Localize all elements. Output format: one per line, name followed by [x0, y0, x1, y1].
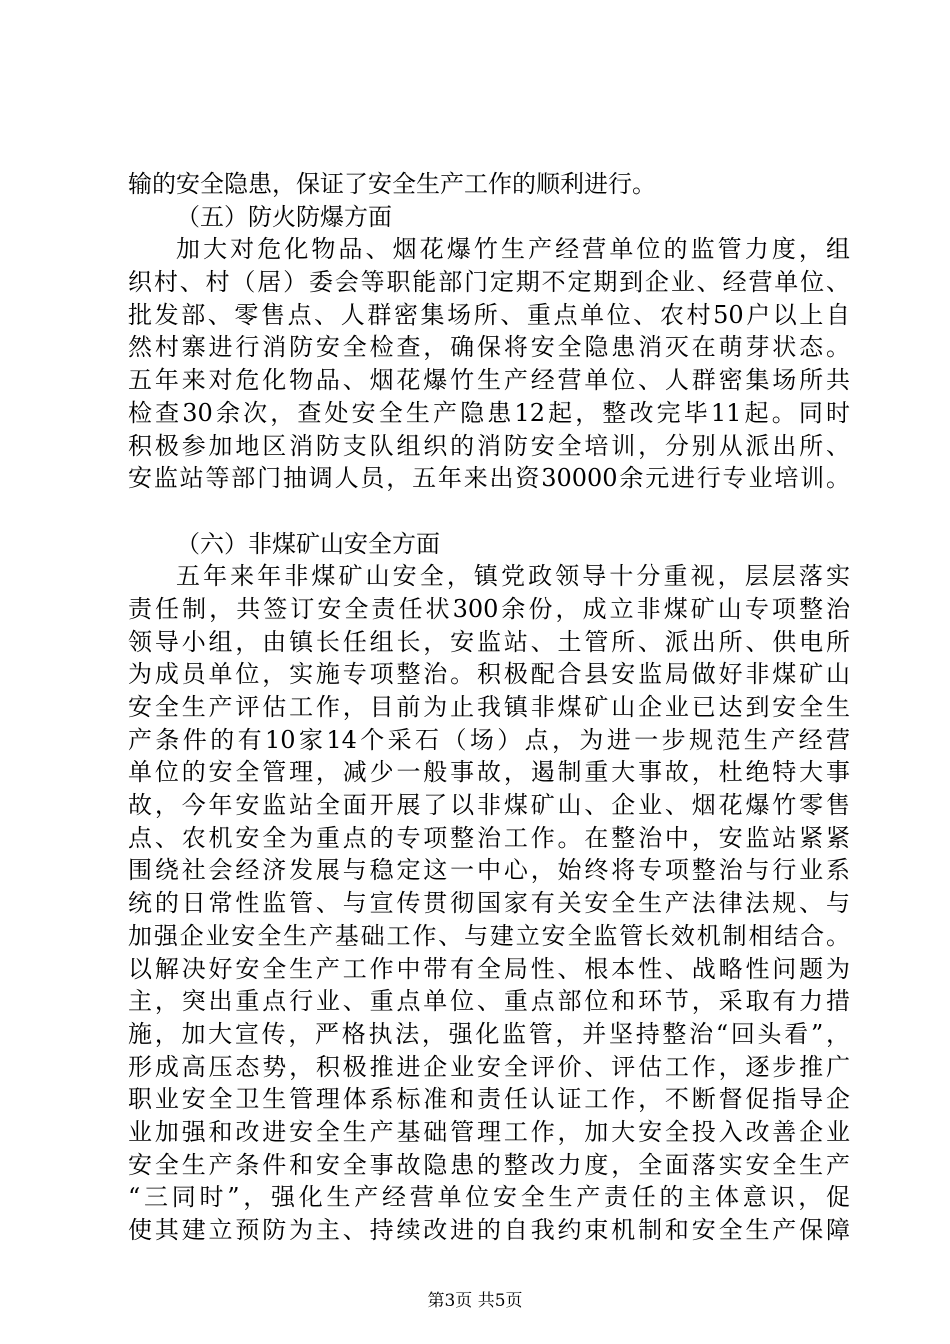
body-text-line: 领导小组，由镇长任组长，安监站、土管所、派出所、供电所 — [128, 627, 850, 656]
body-text-line: “三同时”，强化生产经营单位安全生产责任的主体意识，促 — [128, 1183, 850, 1212]
body-text-line: 点、农机安全为重点的专项整治工作。在整治中，安监站紧紧 — [128, 823, 850, 852]
body-text-line: 产条件的有10家14个采石（场）点，为进一步规范生产经营 — [128, 725, 850, 754]
body-text-line: 形成高压态势，积极推进企业安全评价、评估工作，逐步推广 — [128, 1052, 850, 1081]
body-text-line: 积极参加地区消防支队组织的消防安全培训，分别从派出所、 — [128, 431, 850, 460]
body-text-line: 安全生产评估工作，目前为止我镇非煤矿山企业已达到安全生 — [128, 693, 850, 721]
paragraph-gap — [128, 495, 850, 528]
body-text-line: 安全生产条件和安全事故隐患的整改力度，全面落实安全生产 — [128, 1150, 850, 1179]
document-body — [128, 168, 850, 1247]
body-text-line: 围绕社会经济发展与稳定这一中心，始终将专项整治与行业系 — [128, 856, 850, 885]
body-text-line: 业加强和改进安全生产基础管理工作，加大安全投入改善企业 — [128, 1117, 850, 1146]
body-text-line: 批发部、零售点、人群密集场所、重点单位、农村50户以上自 — [128, 300, 850, 329]
body-text-line: 故，今年安监站全面开展了以非煤矿山、企业、烟花爆竹零售 — [128, 791, 850, 820]
page-footer: 第3页 共5页 — [427, 1291, 523, 1311]
body-text-line: 输的安全隐患，保证了安全生产工作的顺利进行。 — [128, 170, 656, 198]
body-text-line: 统的日常性监管、与宣传贯彻国家有关安全生产法律法规、与 — [128, 889, 850, 918]
body-text-line: 职业安全卫生管理体系标准和责任认证工作，不断督促指导企 — [128, 1085, 850, 1114]
body-text-line: 五年来年非煤矿山安全，镇党政领导十分重视，层层落实 — [176, 562, 850, 591]
section-heading: （六）非煤矿山安全方面 — [176, 529, 440, 558]
body-text-line: 五年来对危化物品、烟花爆竹生产经营单位、人群密集场所共 — [128, 366, 850, 395]
body-text-line: 织村、村（居）委会等职能部门定期不定期到企业、经营单位、 — [128, 268, 850, 297]
body-text-line: 责任制，共签订安全责任状300余份，成立非煤矿山专项整治 — [128, 594, 850, 623]
body-text-line: 施，加大宣传，严格执法，强化监管，并坚持整治“回头看”， — [128, 1019, 850, 1048]
section-heading: （五）防火防爆方面 — [176, 202, 392, 231]
body-text-line: 主，突出重点行业、重点单位、重点部位和环节，采取有力措 — [128, 987, 850, 1016]
body-text-line: 以解决好安全生产工作中带有全局性、根本性、战略性问题为 — [128, 954, 850, 983]
body-text-line: 然村寨进行消防安全检查，确保将安全隐患消灭在萌芽状态。 — [128, 333, 850, 362]
body-text-line: 单位的安全管理，减少一般事故，遏制重大事故，杜绝特大事 — [128, 758, 850, 787]
body-text-line: 加大对危化物品、烟花爆竹生产经营单位的监管力度，组 — [176, 235, 850, 264]
body-text-line: 使其建立预防为主、持续改进的自我约束机制和安全生产保障 — [128, 1216, 850, 1244]
body-text-line: 检查30余次，查处安全生产隐患12起，整改完毕11起。同时 — [128, 398, 850, 427]
body-text-line: 为成员单位，实施专项整治。积极配合县安监局做好非煤矿山 — [128, 660, 850, 689]
body-text-line: 加强企业安全生产基础工作、与建立安全监管长效机制相结合。 — [128, 921, 850, 950]
body-text-line: 安监站等部门抽调人员，五年来出资30000余元进行专业培训。 — [128, 464, 850, 493]
